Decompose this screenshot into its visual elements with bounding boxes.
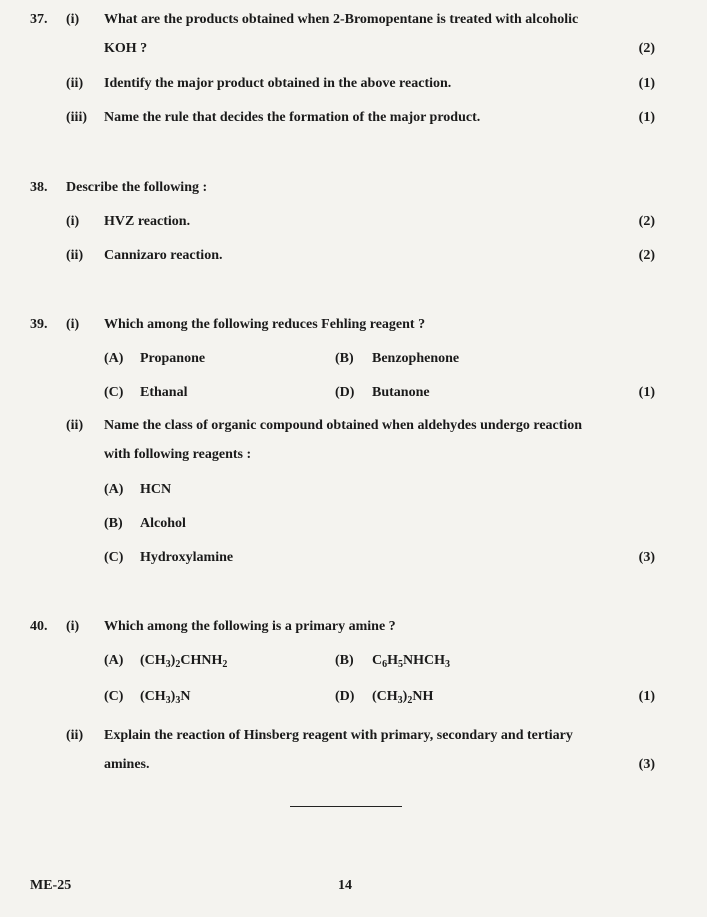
footer-code: ME-25 bbox=[30, 878, 72, 893]
q38-part-i-label: (i) bbox=[66, 214, 80, 229]
q39-ii-c: Hydroxylamine bbox=[140, 550, 234, 565]
q39-option-c: Ethanal bbox=[140, 385, 188, 400]
q39-ii-b: Alcohol bbox=[140, 516, 186, 531]
q39-ii-b-label: (B) bbox=[104, 516, 123, 531]
q40-part-i-marks: (1) bbox=[638, 689, 655, 704]
question-number-38: 38. bbox=[30, 180, 48, 195]
end-divider bbox=[290, 806, 402, 807]
question-number-37: 37. bbox=[30, 12, 48, 27]
q39-option-a: Propanone bbox=[140, 351, 206, 366]
q40-option-d: $(CH_3)_2NH$ bbox=[372, 689, 434, 706]
q38-part-ii-label: (ii) bbox=[66, 248, 84, 263]
q39-option-d: Butanone bbox=[372, 385, 430, 400]
q40-part-i-text: Which among the following is a primary amine ? bbox=[104, 619, 396, 634]
q37-part-iii-marks: (1) bbox=[638, 110, 655, 125]
q39-part-i-marks: (1) bbox=[638, 385, 655, 400]
q39-option-a-label: (A) bbox=[104, 351, 124, 366]
q39-part-ii-label: (ii) bbox=[66, 418, 84, 433]
q39-ii-c-label: (C) bbox=[104, 550, 124, 565]
q40-option-d-label: (D) bbox=[335, 689, 355, 704]
q38-part-i-marks: (2) bbox=[638, 214, 655, 229]
q38-text: Describe the following : bbox=[66, 180, 208, 195]
question-number-39: 39. bbox=[30, 317, 48, 332]
q38-part-ii-text: Cannizaro reaction. bbox=[104, 248, 223, 263]
q39-ii-a: HCN bbox=[140, 482, 172, 497]
q40-part-ii-text-line2: amines. bbox=[104, 757, 150, 772]
q40-option-c-label: (C) bbox=[104, 689, 124, 704]
q39-option-c-label: (C) bbox=[104, 385, 124, 400]
q37-part-i-marks: (2) bbox=[638, 41, 655, 56]
q39-option-b: Benzophenone bbox=[372, 351, 460, 366]
q37-part-iii-label: (iii) bbox=[66, 110, 87, 125]
q37-part-i-label: (i) bbox=[66, 12, 80, 27]
q38-part-i-text: HVZ reaction. bbox=[104, 214, 191, 229]
q37-part-ii-marks: (1) bbox=[638, 76, 655, 91]
q37-part-ii-label: (ii) bbox=[66, 76, 84, 91]
question-number-40: 40. bbox=[30, 619, 48, 634]
q40-part-ii-text-line1: Explain the reaction of Hinsberg reagent with primary, secondary and tertiary bbox=[104, 728, 573, 743]
q40-option-b: $C_6H_5NHCH_3$ bbox=[372, 653, 451, 670]
q37-part-i-text-line1: What are the products obtained when 2-Bromopentane is treated with alcoholic bbox=[104, 12, 579, 27]
q40-option-c: $(CH_3)_3N$ bbox=[140, 689, 191, 706]
q39-option-d-label: (D) bbox=[335, 385, 355, 400]
q39-part-ii-text-line2: with following reagents : bbox=[104, 447, 252, 462]
q39-option-b-label: (B) bbox=[335, 351, 354, 366]
q40-part-ii-marks: (3) bbox=[638, 757, 655, 772]
q39-part-i-label: (i) bbox=[66, 317, 80, 332]
q39-part-ii-marks: (3) bbox=[638, 550, 655, 565]
q38-part-ii-marks: (2) bbox=[638, 248, 655, 263]
q39-part-i-text: Which among the following reduces Fehling reagent ? bbox=[104, 317, 426, 332]
q37-part-ii-text: Identify the major product obtained in the above reaction. bbox=[104, 76, 452, 91]
q40-option-a-label: (A) bbox=[104, 653, 124, 668]
q37-part-iii-text: Name the rule that decides the formation of the major product. bbox=[104, 110, 481, 125]
q37-part-i-text-line2: KOH ? bbox=[104, 41, 148, 56]
q40-option-a: $(CH_3)_2CHNH_2$ bbox=[140, 653, 228, 670]
q40-option-b-label: (B) bbox=[335, 653, 354, 668]
page-number: 14 bbox=[338, 878, 352, 893]
q39-part-ii-text-line1: Name the class of organic compound obtained when aldehydes undergo reaction bbox=[104, 418, 583, 433]
q39-ii-a-label: (A) bbox=[104, 482, 124, 497]
q40-part-i-label: (i) bbox=[66, 619, 80, 634]
q40-part-ii-label: (ii) bbox=[66, 728, 84, 743]
